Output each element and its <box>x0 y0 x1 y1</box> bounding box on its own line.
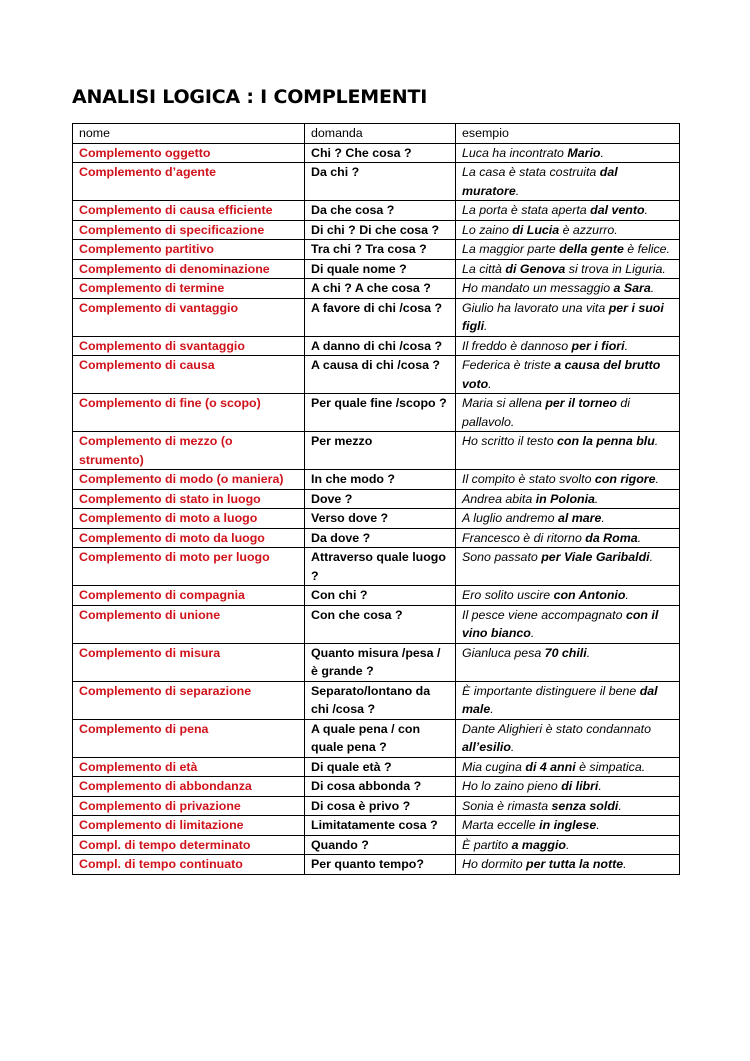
example-text: . <box>649 550 654 564</box>
complement-name: Complemento di denominazione <box>73 259 305 279</box>
complement-question: A danno di chi /cosa ? <box>305 336 456 356</box>
complement-question: Separato/lontano da chi /cosa ? <box>305 681 456 719</box>
example-highlight: al mare <box>557 511 602 525</box>
complementi-table <box>72 123 680 875</box>
example-text: Francesco è di ritorno <box>462 530 586 545</box>
complement-question: Di chi ? Di che cosa ? <box>305 220 456 240</box>
table-row <box>73 356 680 394</box>
complement-name: Complemento di causa efficiente <box>73 201 305 221</box>
example-text: . <box>618 798 622 813</box>
complement-question: A favore di chi /cosa ? <box>305 298 456 336</box>
complement-example <box>456 586 680 606</box>
table-row <box>73 240 680 260</box>
complement-name: Complemento di abbondanza <box>73 777 305 797</box>
table-header-row <box>73 124 680 144</box>
complement-name: Complemento di separazione <box>73 681 305 719</box>
example-text: . <box>530 626 535 640</box>
example-text: A luglio andremo <box>462 511 558 525</box>
example-text: Ero solito uscire <box>462 588 554 602</box>
table-row <box>73 279 680 299</box>
example-text: Ho dormito <box>462 857 527 871</box>
example-text: si trova in Liguria. <box>565 261 666 276</box>
complement-name: Complemento di fine (o scopo) <box>73 394 305 432</box>
example-highlight: a Sara <box>613 281 651 295</box>
table-row <box>73 855 680 875</box>
complement-example <box>456 835 680 855</box>
example-highlight: Mario <box>567 145 601 160</box>
table-row <box>73 509 680 529</box>
complement-example <box>456 394 680 432</box>
complement-question: Da dove ? <box>305 528 456 548</box>
example-text: Marta eccelle <box>462 818 540 832</box>
table-row <box>73 777 680 797</box>
example-text: . <box>625 588 629 602</box>
example-text: di pallavolo. <box>462 396 631 429</box>
example-text: . <box>586 645 591 660</box>
example-highlight: di 4 anni <box>525 759 576 774</box>
complement-example <box>456 816 680 836</box>
complement-name: Complemento di età <box>73 757 305 777</box>
complement-example <box>456 259 680 279</box>
table-row <box>73 432 680 470</box>
complement-question: Per quale fine /scopo ? <box>305 394 456 432</box>
complement-example <box>456 356 680 394</box>
complement-example <box>456 220 680 240</box>
example-text: Gianluca pesa <box>462 645 545 660</box>
example-text: È importante distinguere il bene <box>462 683 640 698</box>
example-text: . <box>490 702 494 716</box>
example-highlight: con Antonio <box>553 588 626 602</box>
complement-name: Complemento di compagnia <box>73 586 305 606</box>
example-highlight: per tutta la notte <box>526 857 624 871</box>
complement-example <box>456 432 680 470</box>
complement-name: Compl. di tempo determinato <box>73 835 305 855</box>
complement-example <box>456 240 680 260</box>
complement-name: Complemento di moto per luogo <box>73 548 305 586</box>
example-text: . <box>596 818 600 832</box>
example-highlight: per i suoi figli <box>462 300 664 333</box>
complement-example <box>456 719 680 757</box>
complement-question: Quanto misura /pesa / è grande ? <box>305 643 456 681</box>
table-row <box>73 548 680 586</box>
example-text: . <box>515 183 520 198</box>
complement-name: Complemento di mezzo (o strumento) <box>73 432 305 470</box>
table-row <box>73 470 680 490</box>
example-text: Ho lo zaino pieno <box>462 779 562 793</box>
example-highlight: dal vento <box>590 203 645 217</box>
complement-example <box>456 509 680 529</box>
example-text: . <box>594 491 599 506</box>
example-highlight: in inglese <box>539 818 597 832</box>
table-row <box>73 605 680 643</box>
example-text: . <box>484 319 488 333</box>
complement-example <box>456 143 680 163</box>
table-row <box>73 298 680 336</box>
example-highlight: con la penna blu <box>557 434 655 448</box>
complement-name: Complemento di vantaggio <box>73 298 305 336</box>
header-nome: nome <box>73 124 305 144</box>
table-row <box>73 143 680 163</box>
complement-example <box>456 201 680 221</box>
complement-question: A chi ? A che cosa ? <box>305 279 456 299</box>
complement-question: A causa di chi /cosa ? <box>305 356 456 394</box>
complement-example <box>456 796 680 816</box>
complement-example <box>456 643 680 681</box>
complement-question: Limitatamente cosa ? <box>305 816 456 836</box>
example-highlight: dal muratore <box>462 165 618 198</box>
example-text: . <box>510 740 515 754</box>
example-highlight: con il vino bianco <box>462 607 659 640</box>
complement-question: Per mezzo <box>305 432 456 470</box>
example-text: Luca ha incontrato <box>462 145 568 160</box>
complement-name: Complemento di pena <box>73 719 305 757</box>
example-text: è felice. <box>623 242 671 256</box>
complement-example <box>456 163 680 201</box>
complement-example <box>456 605 680 643</box>
example-text: . <box>624 338 629 353</box>
example-text: Andrea abita <box>462 491 536 506</box>
example-highlight: 70 chili <box>544 645 587 660</box>
example-text: La porta è stata aperta <box>462 203 591 217</box>
example-text: La città <box>462 261 506 276</box>
example-text: . <box>600 145 604 160</box>
complement-question: Di cosa è privo ? <box>305 796 456 816</box>
example-highlight: di libri <box>561 779 599 793</box>
example-highlight: di Lucia <box>512 222 560 237</box>
complement-name: Complemento di svantaggio <box>73 336 305 356</box>
complement-name: Complemento oggetto <box>73 143 305 163</box>
table-row <box>73 489 680 509</box>
example-text: La casa è stata costruita <box>462 165 600 179</box>
example-text: È partito <box>462 837 512 852</box>
complement-question: Dove ? <box>305 489 456 509</box>
example-text: . <box>650 281 655 295</box>
example-text: Sonia è rimasta <box>462 798 552 813</box>
table-row <box>73 643 680 681</box>
example-text: Dante Alighieri è stato condannato <box>462 721 651 736</box>
example-highlight: da Roma <box>585 530 638 545</box>
example-text: Ho mandato un messaggio <box>462 281 614 295</box>
example-text: . <box>644 203 648 217</box>
example-text: . <box>655 472 659 486</box>
table-row <box>73 259 680 279</box>
example-highlight: con rigore <box>594 472 656 486</box>
example-text: . <box>565 837 570 852</box>
complement-name: Complemento di moto a luogo <box>73 509 305 529</box>
example-highlight: in Polonia <box>535 491 595 506</box>
example-text: . <box>601 511 605 525</box>
table-row <box>73 681 680 719</box>
example-text: Giulio ha lavorato una vita <box>462 300 609 315</box>
complement-name: Complemento di limitazione <box>73 816 305 836</box>
table-row <box>73 796 680 816</box>
complement-name: Complemento di misura <box>73 643 305 681</box>
example-text: Il pesce viene accompagnato <box>462 607 626 622</box>
complement-example <box>456 777 680 797</box>
example-highlight: dal male <box>462 683 658 716</box>
complement-name: Complemento di unione <box>73 605 305 643</box>
table-body <box>73 143 680 874</box>
table-row <box>73 163 680 201</box>
example-highlight: di Genova <box>505 261 566 276</box>
example-highlight: a causa del brutto voto <box>462 358 661 391</box>
example-highlight: per Viale Garibaldi <box>541 550 650 564</box>
complement-example <box>456 298 680 336</box>
complement-example <box>456 489 680 509</box>
example-highlight: a maggio <box>511 837 566 852</box>
complement-question: Di quale nome ? <box>305 259 456 279</box>
complement-example <box>456 548 680 586</box>
example-text: . <box>637 530 642 545</box>
complement-question: Chi ? Che cosa ? <box>305 143 456 163</box>
example-text: Il freddo è dannoso <box>462 338 572 353</box>
complement-name: Complemento di moto da luogo <box>73 528 305 548</box>
header-esempio: esempio <box>456 124 680 144</box>
complement-question: Quando ? <box>305 835 456 855</box>
complement-name: Complemento di specificazione <box>73 220 305 240</box>
example-text: Federica è triste <box>462 358 555 372</box>
complement-example <box>456 855 680 875</box>
example-text: è azzurro. <box>559 222 618 237</box>
example-text: . <box>654 434 659 448</box>
complement-example <box>456 279 680 299</box>
table-row <box>73 719 680 757</box>
complement-question: Di cosa abbonda ? <box>305 777 456 797</box>
complement-name: Complemento di causa <box>73 356 305 394</box>
complement-question: In che modo ? <box>305 470 456 490</box>
complement-question: Per quanto tempo? <box>305 855 456 875</box>
complement-name: Complemento di stato in luogo <box>73 489 305 509</box>
complement-question: Attraverso quale luogo ? <box>305 548 456 586</box>
example-text: Il compito è stato svolto <box>462 472 595 486</box>
example-text: La maggior parte <box>462 242 560 256</box>
complement-question: Con chi ? <box>305 586 456 606</box>
example-text: Maria si allena <box>462 396 546 410</box>
example-highlight: all’esilio <box>462 740 511 754</box>
header-domanda: domanda <box>305 124 456 144</box>
complement-question: A quale pena / con quale pena ? <box>305 719 456 757</box>
complement-name: Compl. di tempo continuato <box>73 855 305 875</box>
example-highlight: senza soldi <box>551 798 619 813</box>
complement-name: Complemento partitivo <box>73 240 305 260</box>
example-text: Ho scritto il testo <box>462 434 558 448</box>
table-row <box>73 757 680 777</box>
complement-question: Da chi ? <box>305 163 456 201</box>
table-row <box>73 220 680 240</box>
example-text: Lo zaino <box>462 222 513 237</box>
example-highlight: per il torneo <box>545 396 617 410</box>
complement-example <box>456 470 680 490</box>
complement-name: Complemento d’agente <box>73 163 305 201</box>
complement-example <box>456 757 680 777</box>
complement-question: Di quale età ? <box>305 757 456 777</box>
table-row <box>73 336 680 356</box>
complement-name: Complemento di privazione <box>73 796 305 816</box>
complement-example <box>456 336 680 356</box>
example-text: Mia cugina <box>462 759 526 774</box>
example-text: è simpatica. <box>575 759 646 774</box>
complement-example <box>456 528 680 548</box>
table-row <box>73 835 680 855</box>
page-title: ANALISI LOGICA : I COMPLEMENTI <box>72 86 428 108</box>
complement-question: Con che cosa ? <box>305 605 456 643</box>
complement-question: Verso dove ? <box>305 509 456 529</box>
example-text: . <box>598 779 602 793</box>
complement-example <box>456 681 680 719</box>
example-text: . <box>488 376 492 391</box>
example-highlight: per i fiori <box>571 338 625 353</box>
complement-name: Complemento di termine <box>73 279 305 299</box>
table-row <box>73 816 680 836</box>
example-text: Sono passato <box>462 550 542 564</box>
table-row <box>73 394 680 432</box>
example-text: . <box>623 857 627 871</box>
complement-question: Da che cosa ? <box>305 201 456 221</box>
table-row <box>73 528 680 548</box>
table-row <box>73 201 680 221</box>
complement-name: Complemento di modo (o maniera) <box>73 470 305 490</box>
complement-question: Tra chi ? Tra cosa ? <box>305 240 456 260</box>
table-row <box>73 586 680 606</box>
example-highlight: della gente <box>559 242 624 256</box>
